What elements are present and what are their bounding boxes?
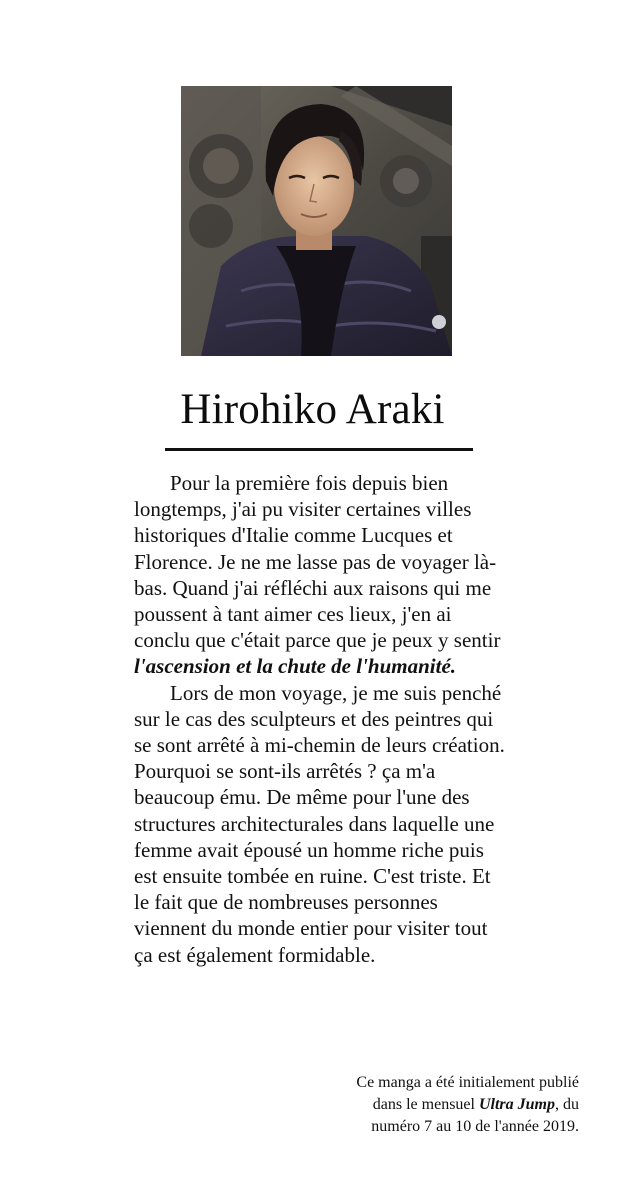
title-underline — [165, 448, 473, 451]
author-name-heading: Hirohiko Araki — [180, 386, 445, 433]
emphasis-period: . — [450, 654, 457, 679]
author-portrait-image — [181, 86, 452, 356]
author-message — [134, 470, 506, 968]
publication-note — [279, 1072, 579, 1138]
paragraph-1-text: Pour la première fois depuis bien longtemps, j'ai pu visiter certaines villes historiques d'Italie comme Lucques et Florence. Je ne me lasse pas de voyager là-bas. Quand j'ai réfléchi aux raisons qui me poussent à tant aimer ces lieux, j'en ai conclu que c'était parce que je peux y sentir — [134, 471, 501, 653]
author-photo — [181, 86, 452, 356]
publication-note-suffix: , du — [555, 1096, 579, 1113]
publication-note-line-3: numéro 7 au 10 de l'année 2019. — [371, 1118, 579, 1135]
message-paragraph-1 — [134, 470, 506, 680]
publication-note-line-1: Ce manga a été initialement publié — [356, 1074, 579, 1091]
publication-note-line-2 — [279, 1094, 579, 1116]
message-paragraph-2: Lors de mon voyage, je me suis penché sur le cas des sculpteurs et des peintres qui se sont arrêté à mi-chemin de leurs création. Pourquoi se sont-ils arrêtés ? ça m'a beaucoup ému. De même pour l'une des structures architecturales dans laquelle une femme avait épousé un homme riche puis est ensuite tombée en ruine. C'est triste. Et le fait que de nombreuses personnes viennent du monde entier pour visiter tout ça est également formidable. — [134, 680, 505, 967]
magazine-name: Ultra Jump — [478, 1096, 555, 1113]
emphasized-phrase: l'ascension et la chute de l'humanité — [134, 654, 451, 679]
publication-note-prefix: dans le mensuel — [372, 1096, 479, 1113]
